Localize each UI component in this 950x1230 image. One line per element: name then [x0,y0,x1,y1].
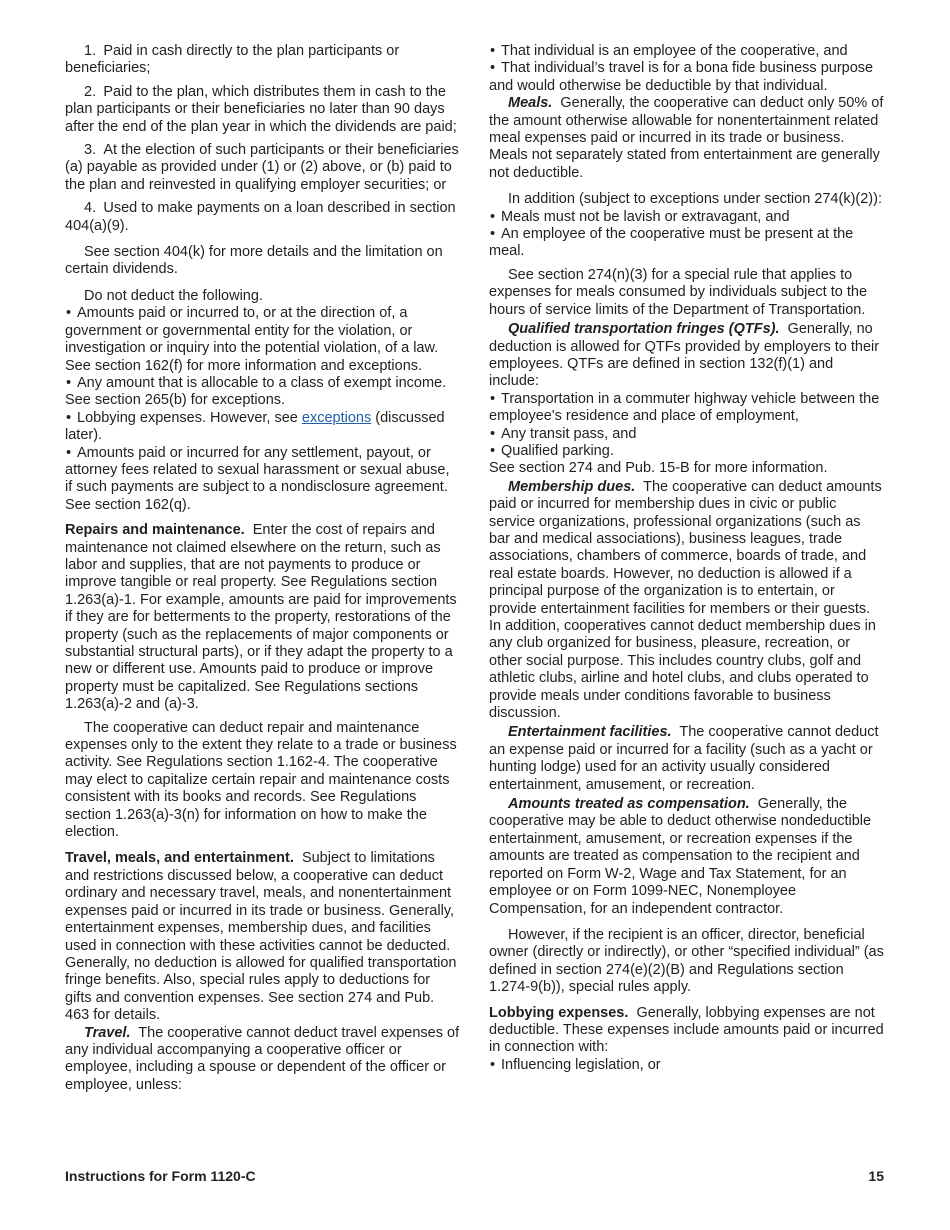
qtf-text: Generally, no deduction is allowed for QTFs provided by employers to their employees. QTFs are defined in section 132(f)(1) and include: [489,321,880,390]
bullet-item: • Influencing legislation, or [489,1057,885,1074]
compensation-text: Generally, the cooperative may be able to deduct otherwise nondeductible entertainment, amusement, or recreation expenses if the amounts are treated as compensation to the recipient and reported on Form W-2, Wage and Tax Statement, for an employee or on Form 1099-NEC, Nonemployee Compensation, for an independent contractor. [489,796,872,917]
bullet-item: • Any amount that is allocable to a class of exempt income. See section 265(b) for exceptions. [65,375,460,410]
exceptions-link[interactable]: exceptions [301,409,372,426]
membership-heading: Membership dues. [508,478,636,495]
bullet-item: • That individual is an employee of the cooperative, and [489,43,885,60]
lobbying-heading: Lobbying expenses. [489,1004,629,1021]
compensation-paragraph [489,796,885,918]
entertainment-heading: Entertainment facilities. [508,724,672,741]
travel-heading: Travel, meals, and entertainment. [65,850,294,867]
meals-text: Generally, the cooperative can deduct only 50% of the amount otherwise allowable for nonentertainment related meal expenses paid or incurred in its trade or business. Meals not separately stated from entertainment are generally not deductible. [489,95,884,181]
bullet-item: • Any transit pass, and [489,426,885,443]
repairs-paragraph [65,522,460,713]
list-item-3: 3. At the election of such participants or their beneficiaries (a) payable as provided under (1) or (2) above, or (b) paid to the plan and reinvested in qualifying employer securities; or [65,142,459,193]
however-paragraph: However, if the recipient is an officer, director, beneficial owner (directly or indirectly), or other “specified individual” (as defined in section 274(e)(2)(B) and Regulations section 1.274-9(b)), special rules apply. [489,926,884,996]
see-274-pub-paragraph: See section 274 and Pub. 15-B for more information. [489,460,828,477]
bullet-item: • Amounts paid or incurred for any settlement, payout, or attorney fees related to sexual harassment or sexual abuse, if such payments are subject to a nondisclosure agreement. See section 162(q). [65,445,460,515]
qtf-paragraph [489,321,885,391]
travel-text: Subject to limitations and restrictions discussed below, a cooperative can deduct ordinary and necessary travel, meals, and nonentertainment expenses paid or incurred in its trade or business. Generally, entertainment expenses, membership dues, and facilities used in connection with these activities cannot be deducted. Generally, no deduction is allowed for qualified transportation fringe benefits. Also, special rules apply to deductions for gifts and convention expenses. See section 274 and Pub. 463 for details. [65,850,457,1024]
do-not-deduct-intro: Do not deduct the following. [84,287,263,304]
list-item-1: 1. Paid in cash directly to the plan participants or beneficiaries; [65,43,400,77]
travel-sub-paragraph [65,1025,460,1095]
entertainment-text: The cooperative cannot deduct an expense paid or incurred for a facility (such as a yacht or hunting lodge) used for an activity usually considered entertainment, amusement, or recreation. [489,724,879,793]
in-addition-paragraph: In addition (subject to exceptions under section 274(k)(2)): [508,191,882,208]
lobbying-text: Generally, lobbying expenses are not deductible. These expenses include amounts paid or incurred in connection with: [489,1004,884,1056]
footer-form-title: Instructions for Form 1120-C [65,1168,256,1184]
travel-sub-heading: Travel. [84,1024,131,1041]
page-number: 15 [868,1168,884,1184]
bullet-item: • Transportation in a commuter highway vehicle between the employee's residence and place of employment, [489,391,885,426]
meals-paragraph [489,95,885,182]
bullet-item: • An employee of the cooperative must be present at the meal. [489,226,885,261]
membership-paragraph [489,479,885,723]
list-item-4: 4. Used to make payments on a loan described in section 404(a)(9). [65,200,456,234]
travel-paragraph [65,850,460,1024]
left-column [65,43,460,1100]
lobbying-bullet [65,410,460,445]
repairs-heading: Repairs and maintenance. [65,522,245,539]
bullet-item: • That individual’s travel is for a bona fide business purpose and would otherwise be deductible by that individual. [489,60,885,95]
bullet-item: • Meals must not be lavish or extravagant, and [489,209,885,226]
bullet-item: • Amounts paid or incurred to, or at the direction of, a government or governmental entity for the violation, or investigation or inquiry into the potential violation, of a law. See section 162(f) for more information and exceptions. [65,305,460,375]
meals-heading: Meals. [508,95,553,112]
see-404k-paragraph: See section 404(k) for more details and the limitation on certain dividends. [65,244,443,278]
lobbying-bullet-suffix: (discussed later). [65,409,445,444]
repairs-paragraph-2: The cooperative can deduct repair and maintenance expenses only to the extent they relate to a trade or business activity. See Regulations section 1.162-4. The cooperative may elect to capitalize certain repair and maintenance costs consistent with its books and records. See Regulations section 1.263(a)-3(n) for information on how to make the election. [65,719,457,841]
entertainment-paragraph [489,724,885,794]
membership-text: The cooperative can deduct amounts paid or incurred for membership dues in civic or public service organizations, professional organizations (such as bar and medical associations), business leagues, trade associations, chambers of commerce, boards of trade, and real estate boards. However, no deduction is allowed if a principal purpose of the organization is to entertain, or provide entertainment facilities for members or their guests. In addition, cooperatives cannot deduct membership dues in any club organized for business, pleasure, recreation, or other social purpose. This includes country clubs, golf and athletic clubs, airline and hotel clubs, and clubs operated to provide meals under conditions favorable to business discussion. [489,478,882,722]
list-item-2: 2. Paid to the plan, which distributes them in cash to the plan participants or their beneficiaries no later than 90 days after the end of the plan year in which the dividends are paid; [65,83,457,135]
bullet-item: • Qualified parking. [489,443,885,460]
repairs-text: Enter the cost of repairs and maintenance not claimed elsewhere on the return, such as labor and supplies, that are not payments to produce or improve tangible or real property. See Regulations section 1.263(a)-1. For example, amounts are paid for improvements if they are for betterments to the property, restorations of the property (such as the replacements of major components or substantial structural parts), or if they adapt the property to a new or different use. Amounts paid to produce or improve property must be capitalized. See Regulations sections 1.263(a)-2 and (a)-3. [65,522,457,713]
lobbying-bullet-text: Lobbying expenses. However, see [77,409,302,426]
qtf-heading: Qualified transportation fringes (QTFs). [508,321,780,338]
right-column [489,43,885,1074]
compensation-heading: Amounts treated as compensation. [508,796,750,813]
travel-sub-text: The cooperative cannot deduct travel expenses of any individual accompanying a cooperative officer or employee, including a spouse or dependent of the officer or employee, unless: [65,1024,460,1093]
see-274n-paragraph: See section 274(n)(3) for a special rule that applies to expenses for meals consumed by individuals subject to the hours of service limits of the Department of Transportation. [489,266,868,318]
lobbying-paragraph [489,1005,885,1057]
